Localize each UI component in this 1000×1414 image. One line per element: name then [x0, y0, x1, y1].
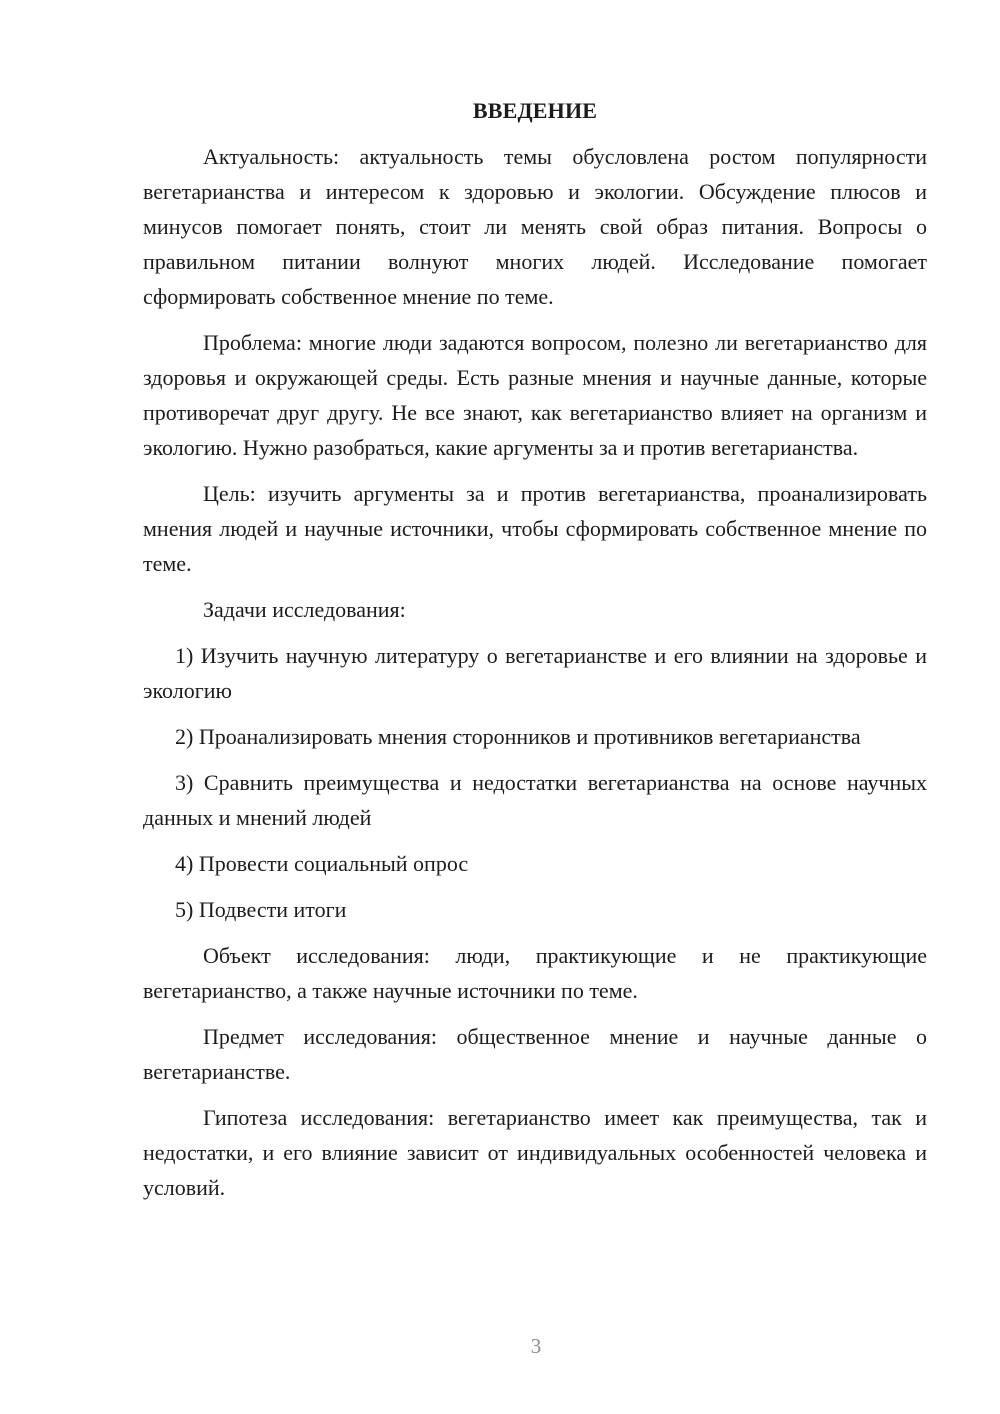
page-number: 3 [530, 1334, 542, 1358]
paragraph-relevance: Актуальность: актуальность темы обусловлена ростом популярности вегетарианства и интересом к здоровью и экологии. Обсуждение плюсов и минусов помогает понять, стоит ли менять свой образ питания. Вопросы о правильном питании волнуют многих людей. Исследование помогает сформировать собственное мнение по теме. [143, 144, 927, 309]
paragraph-hypothesis: Гипотеза исследования: вегетарианство имеет как преимущества, так и недостатки, и его влияние зависит от индивидуальных особенностей человека и условий. [143, 1105, 927, 1200]
task-item-1: 1) Изучить научную литературу о вегетарианстве и его влиянии на здоровье и экологию [143, 643, 927, 703]
task-item-2: 2) Проанализировать мнения сторонников и противников вегетарианства [175, 724, 861, 749]
task-item-3: 3) Сравнить преимущества и недостатки вегетарианства на основе научных данных и мнений людей [143, 770, 927, 830]
task-item-4: 4) Провести социальный опрос [175, 851, 469, 876]
document-page [143, 96, 927, 1216]
paragraph-subject: Предмет исследования: общественное мнение и научные данные о вегетарианстве. [143, 1024, 927, 1084]
paragraph-object: Объект исследования: люди, практикующие и не практикующие вегетарианство, а также научные источники по теме. [143, 943, 927, 1003]
section-title: ВВЕДЕНИЕ [472, 98, 598, 123]
tasks-heading: Задачи исследования: [203, 597, 406, 622]
paragraph-problem: Проблема: многие люди задаются вопросом, полезно ли вегетарианство для здоровья и окружающей среды. Есть разные мнения и научные данные, которые противоречат друг другу. Не все знают, как вегетарианство влияет на организм и экологию. Нужно разобраться, какие аргументы за и против вегетарианства. [143, 330, 927, 460]
task-item-5: 5) Подвести итоги [175, 897, 347, 922]
paragraph-goal: Цель: изучить аргументы за и против вегетарианства, проанализировать мнения людей и научные источники, чтобы сформировать собственное мнение по теме. [143, 481, 927, 576]
